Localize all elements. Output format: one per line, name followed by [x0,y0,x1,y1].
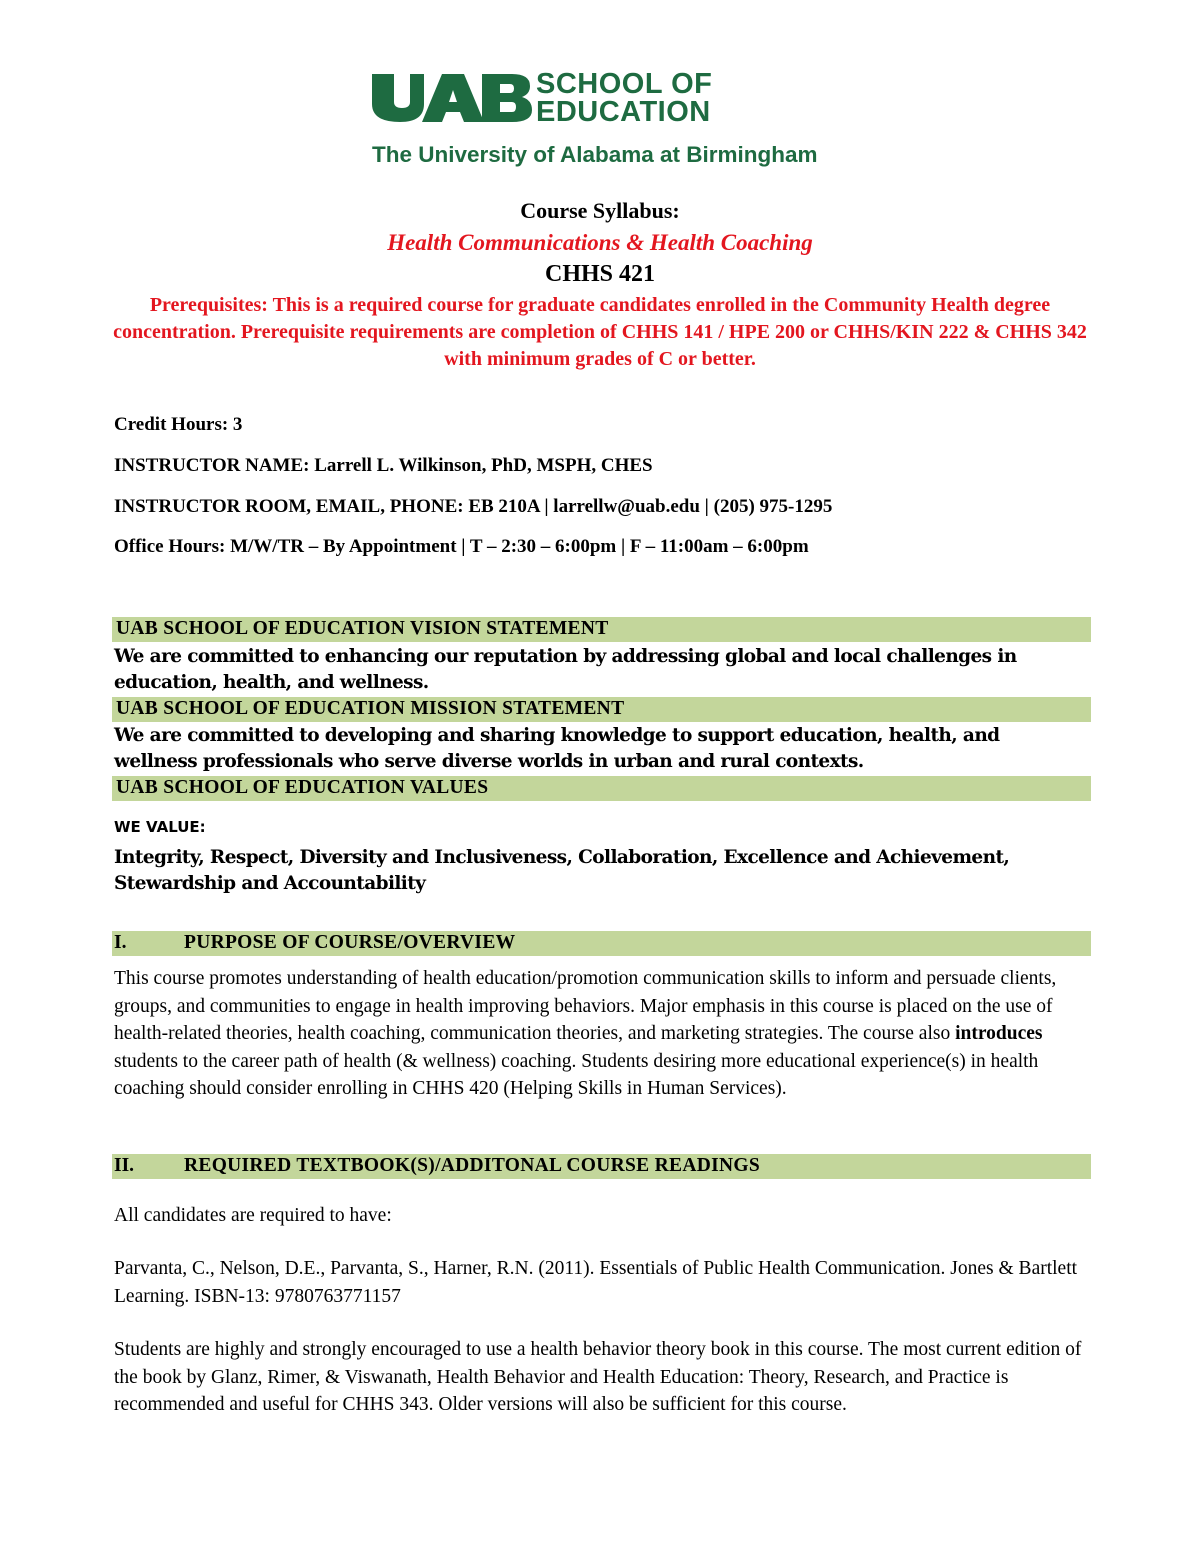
overview-text-b: students to the career path of health (& wellness) coaching. Students desiring more educational experience(s) in health coaching should consider enrolling in CHHS 420 (Helping Skills in Human Services). [114,1050,1039,1099]
logo-school-line1: SCHOOL OF [536,68,713,100]
overview-text-a: This course promotes understanding of health education/promotion communication skills to inform and persuade clients, groups, and communities to engage in health improving behaviors. Major emphasis in this course is placed on the use of health-related theories, health coaching, communication theories, and marketing strategies. The course also [114,968,1057,1044]
mission-heading: UAB SCHOOL OF EDUCATION MISSION STATEMENT [116,698,625,719]
prerequisites: Prerequisites: This is a required course for graduate candidates enrolled in the Community Health degree concentration. Prerequisite requirements are completion of CHHS 141 / HPE 200 or CHHS/KIN 222 & CHHS 342 with minimum grades of C or better. [113,294,1087,370]
textbook-recommendation: Students are highly and strongly encouraged to use a health behavior theory book in this course. The most current edition of the book by Glanz, Rimer, & Viswanath, Health Behavior and Health Education: Theory, Research, and Practice is recommended and useful for CHHS 343. Older versions will also be sufficient for this course. [114,1339,1082,1415]
instructor-name: INSTRUCTOR NAME: Larrell L. Wilkinson, PhD, MSPH, CHES [114,455,653,476]
textbook-citation: Parvanta, C., Nelson, D.E., Parvanta, S., Harner, R.N. (2011). Essentials of Public Health Communication. Jones & Bartlett Learning. ISBN-13: 9780763771157 [114,1258,1078,1307]
section-1-heading-bar [112,931,1091,956]
vision-heading: UAB SCHOOL OF EDUCATION VISION STATEMENT [116,618,609,639]
vision-statement: We are committed to enhancing our reputation by addressing global and local challenges in education, health, and wellness. [114,646,1017,693]
we-value-label: WE VALUE: [114,818,206,836]
overview-text-bold: introduces [955,1023,1043,1044]
textbook-intro: All candidates are required to have: [114,1205,392,1226]
syllabus-title: Course Syllabus: [520,198,680,223]
logo-tagline: The University of Alabama at Birmingham [372,142,818,167]
section-2-heading-bar [112,1154,1091,1179]
logo-school-line2: EDUCATION [536,96,711,128]
course-name: Health Communications & Health Coaching [387,230,813,255]
section-2-heading: REQUIRED TEXTBOOK(S)/ADDITONAL COURSE READINGS [184,1155,760,1176]
mission-statement: We are committed to developing and sharing knowledge to support education, health, and wellness professionals who serve diverse worlds in urban and rural contexts. [114,725,1000,772]
credit-hours: Credit Hours: 3 [114,414,243,435]
section-1-overview [114,965,1089,1103]
values-list: Integrity, Respect, Diversity and Inclusiveness, Collaboration, Excellence and Achievement, Stewardship and Accountability [114,847,1010,894]
mission-heading-bar [112,697,1091,722]
values-heading: UAB SCHOOL OF EDUCATION VALUES [116,777,489,798]
section-1-number: I. [114,932,127,953]
uab-school-of-education-logo [372,70,832,175]
course-code: CHHS 421 [544,261,655,287]
instructor-contact: INSTRUCTOR ROOM, EMAIL, PHONE: EB 210A | larrellw@uab.edu | (205) 975-1295 [114,496,833,517]
office-hours: Office Hours: M/W/TR – By Appointment | T – 2:30 – 6:00pm | F – 11:00am – 6:00pm [114,536,809,557]
section-1-heading: PURPOSE OF COURSE/OVERVIEW [184,932,516,953]
values-heading-bar [112,776,1091,801]
uab-logo-mark [372,74,532,122]
section-2-number: II. [114,1155,135,1176]
logo-school-name [536,70,712,126]
vision-heading-bar [112,617,1091,642]
